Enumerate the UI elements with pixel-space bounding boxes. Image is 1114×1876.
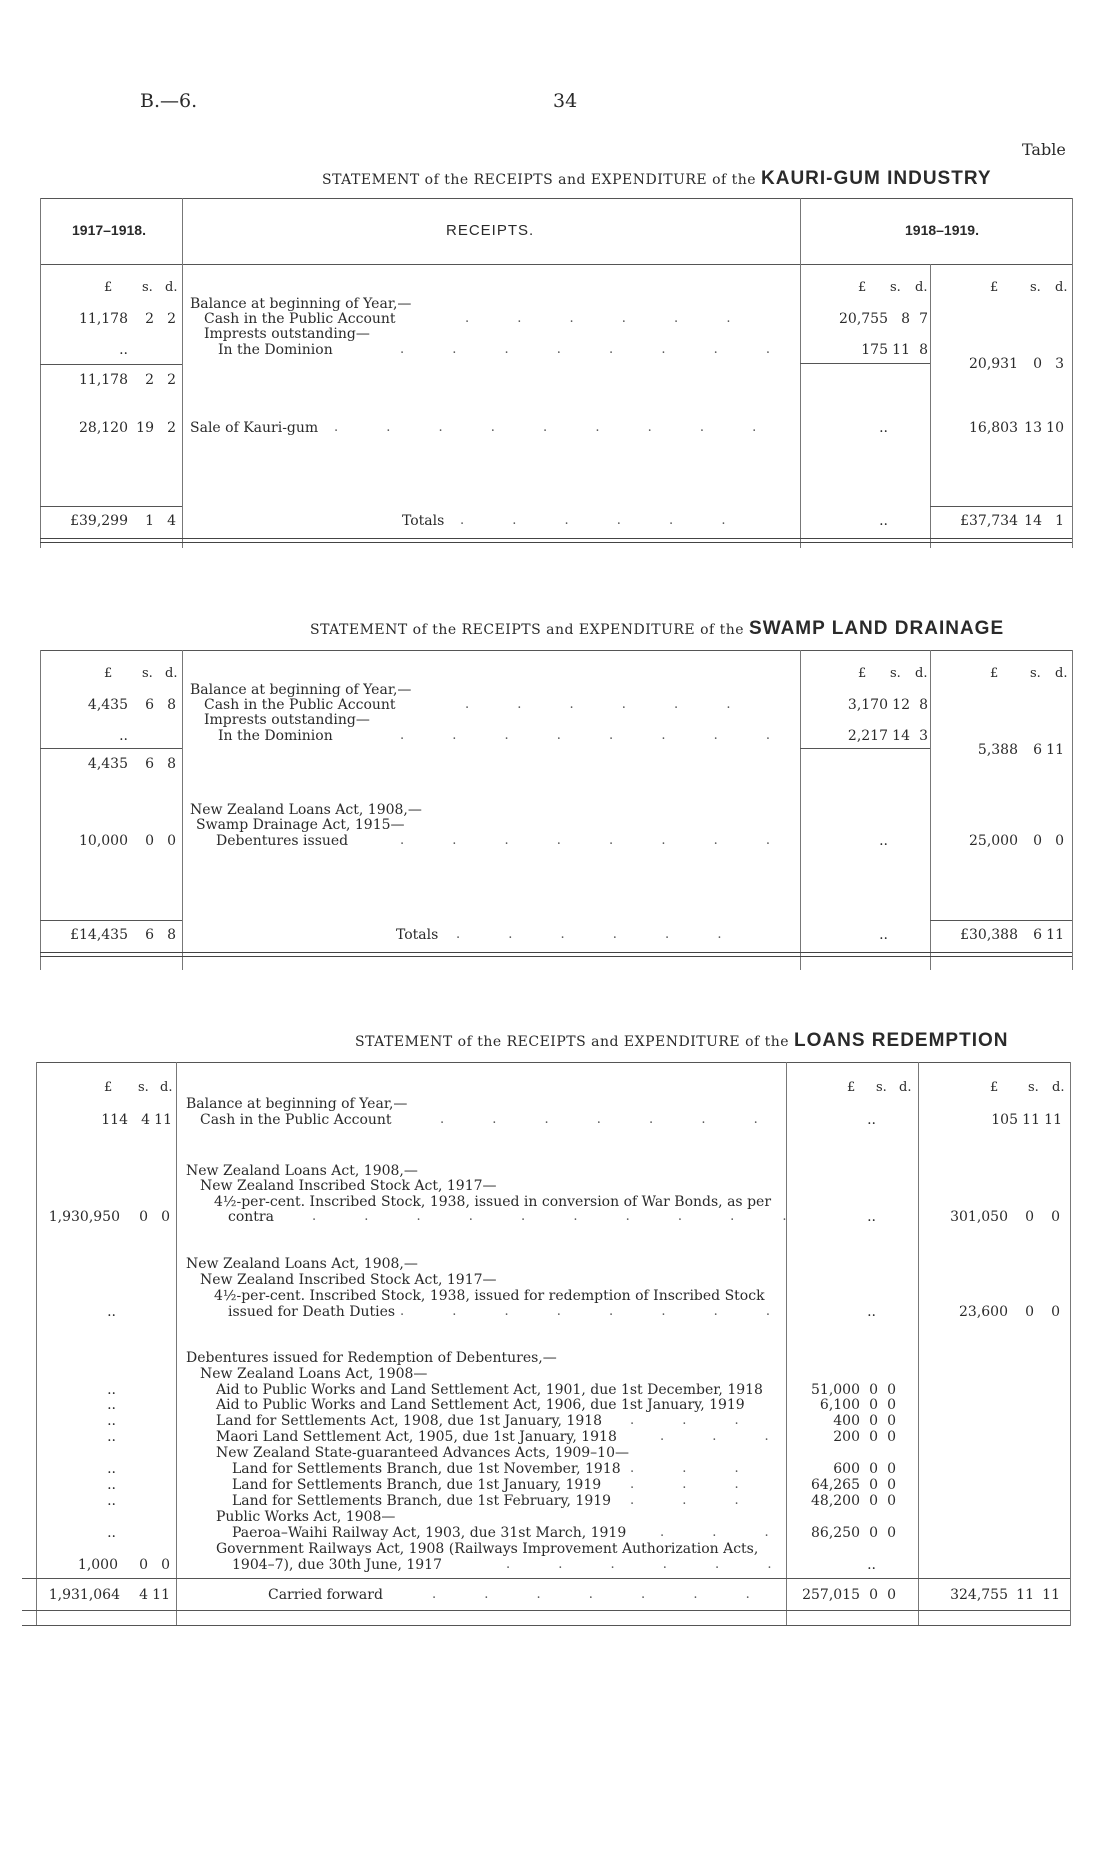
swamp-left-total-d: 8 xyxy=(167,927,176,943)
kauri-right-sale-d: 10 xyxy=(1046,420,1064,436)
page-ref: B.—6. xyxy=(140,90,198,112)
loans-mid-cash: .. xyxy=(867,1112,876,1128)
loans-right-b-s: 0 xyxy=(1025,1304,1034,1320)
table-label: Table xyxy=(1022,140,1066,159)
loans-c-item-d: 0 xyxy=(887,1413,896,1429)
swamp-mid-cash-d: 8 xyxy=(919,697,928,713)
swamp-right-total-s: 6 xyxy=(1033,927,1042,943)
loans-c-item-left: .. xyxy=(107,1525,116,1541)
kauri-col-left: 1917–1918. xyxy=(72,222,146,238)
swamp-left-subtotal-l: 4,435 xyxy=(87,756,128,772)
swamp-right-total-d: 11 xyxy=(1046,927,1064,943)
loans-c-item-l: 200 xyxy=(833,1429,860,1445)
unit-pence: d. xyxy=(899,1080,912,1095)
unit-pence: d. xyxy=(915,280,928,295)
unit-pounds: £ xyxy=(990,1080,999,1095)
unit-pounds: £ xyxy=(990,666,999,681)
swamp-left-subtotal-d: 8 xyxy=(167,756,176,772)
kauri-cash-label: Cash in the Public Account xyxy=(204,311,396,327)
loans-right-a-s: 0 xyxy=(1025,1209,1034,1225)
swamp-mid-cash-s: 12 xyxy=(892,697,910,713)
swamp-right-total-l: £30,388 xyxy=(960,927,1018,943)
kauri-left-sale-d: 2 xyxy=(167,420,176,436)
kauri-right-total-d: 1 xyxy=(1055,513,1064,529)
unit-pounds: £ xyxy=(858,666,867,681)
loans-c-item-s: 0 xyxy=(869,1413,878,1429)
kauri-mid-cash-s: 8 xyxy=(901,311,910,327)
kauri-left-subtotal-s: 2 xyxy=(145,372,154,388)
kauri-right-balance-d: 3 xyxy=(1055,356,1064,372)
loans-left-a-d: 0 xyxy=(161,1209,170,1225)
kauri-title-text: KAURI-GUM INDUSTRY xyxy=(761,168,992,189)
kauri-left-subtotal-l: 11,178 xyxy=(79,372,128,388)
unit-shillings: s. xyxy=(890,666,901,681)
loans-c-item-d: 0 xyxy=(887,1525,896,1541)
loans-mid-a: .. xyxy=(867,1209,876,1225)
kauri-left-cash-l: 11,178 xyxy=(79,311,128,327)
loans-left-cash-l: 114 xyxy=(101,1112,128,1128)
loans-c-item-s: 0 xyxy=(869,1382,878,1398)
loans-b-line2: New Zealand Inscribed Stock Act, 1917— xyxy=(200,1272,497,1288)
loans-c-item-left: .. xyxy=(107,1397,116,1413)
unit-shillings: s. xyxy=(890,280,901,295)
kauri-left-dominion: .. xyxy=(119,342,128,358)
swamp-left-deb-d: 0 xyxy=(167,833,176,849)
kauri-left-sale-s: 19 xyxy=(136,420,154,436)
loans-c-item-left: .. xyxy=(107,1477,116,1493)
kauri-title xyxy=(322,168,992,190)
kauri-mid-dominion-s: 11 xyxy=(892,342,910,358)
kauri-imprests-label: Imprests outstanding— xyxy=(204,326,370,342)
kauri-left-total-s: 1 xyxy=(145,513,154,529)
loans-c-sub4b: 1904–7), due 30th June, 1917 xyxy=(232,1557,442,1573)
loans-c-item-left: .. xyxy=(107,1493,116,1509)
loans-c-item-l: 48,200 xyxy=(811,1493,860,1509)
loans-c-item-l: 86,250 xyxy=(811,1525,860,1541)
loans-left-c4-l: 1,000 xyxy=(77,1557,118,1573)
swamp-right-deb-s: 0 xyxy=(1033,833,1042,849)
swamp-dominion-label: In the Dominion xyxy=(218,728,333,744)
loans-c-item-s: 0 xyxy=(869,1493,878,1509)
swamp-left-cash-d: 8 xyxy=(167,697,176,713)
loans-c-item-d: 0 xyxy=(887,1397,896,1413)
unit-pounds: £ xyxy=(847,1080,856,1095)
loans-a-line1: New Zealand Loans Act, 1908,— xyxy=(186,1163,418,1179)
loans-left-cash-s: 4 xyxy=(141,1112,150,1128)
loans-c-item-s: 0 xyxy=(869,1397,878,1413)
loans-left-cash-d: 11 xyxy=(154,1112,172,1128)
unit-pounds: £ xyxy=(990,280,999,295)
unit-pounds: £ xyxy=(858,280,867,295)
loans-c-item-d: 0 xyxy=(887,1382,896,1398)
statement-prefix: STATEMENT of the RECEIPTS and EXPENDITURE of the xyxy=(322,172,757,188)
kauri-left-cash-s: 2 xyxy=(145,311,154,327)
unit-pounds: £ xyxy=(104,666,113,681)
loans-c-item-left: .. xyxy=(107,1413,116,1429)
loans-c-sub2: New Zealand State-guaranteed Advances Acts, 1909–10— xyxy=(216,1445,629,1461)
loans-c-sub: New Zealand Loans Act, 1908— xyxy=(200,1366,428,1382)
unit-pence: d. xyxy=(1052,1080,1065,1095)
unit-pounds: £ xyxy=(104,280,113,295)
kauri-mid-dominion-l: 175 xyxy=(861,342,888,358)
swamp-balance-heading: Balance at beginning of Year,— xyxy=(190,682,412,698)
loans-right-carried-d: 11 xyxy=(1042,1587,1060,1603)
swamp-loans-line2: Swamp Drainage Act, 1915— xyxy=(196,817,405,833)
unit-pence: d. xyxy=(165,666,178,681)
swamp-left-total-s: 6 xyxy=(145,927,154,943)
swamp-cash-label: Cash in the Public Account xyxy=(204,697,396,713)
kauri-mid-total: .. xyxy=(879,513,888,529)
loans-mid-c4: .. xyxy=(867,1557,876,1573)
loans-left-carried-s: 4 xyxy=(139,1587,148,1603)
swamp-left-cash-l: 4,435 xyxy=(87,697,128,713)
unit-pence: d. xyxy=(165,280,178,295)
loans-c-item-label: Land for Settlements Branch, due 1st November, 1918 xyxy=(232,1461,621,1477)
swamp-mid-dominion-l: 2,217 xyxy=(847,728,888,744)
statement-prefix: STATEMENT of the RECEIPTS and EXPENDITURE of the xyxy=(310,622,745,638)
loans-a-line3: 4½-per-cent. Inscribed Stock, 1938, issued in conversion of War Bonds, as per xyxy=(214,1194,772,1210)
swamp-right-balance-s: 6 xyxy=(1033,742,1042,758)
swamp-left-cash-s: 6 xyxy=(145,697,154,713)
loans-c-item-left: .. xyxy=(107,1382,116,1398)
loans-right-a-d: 0 xyxy=(1051,1209,1060,1225)
loans-c-item-s: 0 xyxy=(869,1525,878,1541)
kauri-left-sale-l: 28,120 xyxy=(79,420,128,436)
loans-left-a-s: 0 xyxy=(139,1209,148,1225)
loans-c-item-s: 0 xyxy=(869,1477,878,1493)
swamp-imprests-label: Imprests outstanding— xyxy=(204,712,370,728)
kauri-dominion-label: In the Dominion xyxy=(218,342,333,358)
swamp-left-dominion: .. xyxy=(119,728,128,744)
swamp-mid-deb: .. xyxy=(879,833,888,849)
loans-mid-carried-l: 257,015 xyxy=(802,1587,860,1603)
loans-c-item-s: 0 xyxy=(869,1429,878,1445)
loans-right-cash-d: 11 xyxy=(1044,1112,1062,1128)
loans-c-item-label: Aid to Public Works and Land Settlement Act, 1901, due 1st December, 1918 xyxy=(216,1382,763,1398)
loans-balance-heading: Balance at beginning of Year,— xyxy=(186,1096,408,1112)
unit-pence: d. xyxy=(160,1080,173,1095)
swamp-right-deb-l: 25,000 xyxy=(969,833,1018,849)
loans-left-a-l: 1,930,950 xyxy=(48,1209,120,1225)
kauri-right-total-s: 14 xyxy=(1024,513,1042,529)
loans-c-sub3: Public Works Act, 1908— xyxy=(216,1509,396,1525)
unit-shillings: s. xyxy=(142,280,153,295)
kauri-mid-dominion-d: 8 xyxy=(919,342,928,358)
swamp-left-subtotal-s: 6 xyxy=(145,756,154,772)
kauri-col-right: 1918–1919. xyxy=(905,222,979,238)
kauri-mid-sale: .. xyxy=(879,420,888,436)
loans-c-item-d: 0 xyxy=(887,1461,896,1477)
swamp-mid-total: .. xyxy=(879,927,888,943)
kauri-mid-cash-d: 7 xyxy=(919,311,928,327)
unit-pence: d. xyxy=(1055,280,1068,295)
loans-c-item-s: 0 xyxy=(869,1461,878,1477)
loans-right-carried-s: 11 xyxy=(1016,1587,1034,1603)
unit-pence: d. xyxy=(915,666,928,681)
loans-left-c4-s: 0 xyxy=(139,1557,148,1573)
loans-c-item-d: 0 xyxy=(887,1493,896,1509)
kauri-totals-label: Totals xyxy=(402,513,445,529)
kauri-right-sale-l: 16,803 xyxy=(969,420,1018,436)
kauri-left-total-l: £39,299 xyxy=(70,513,128,529)
unit-shillings: s. xyxy=(876,1080,887,1095)
kauri-left-subtotal-d: 2 xyxy=(167,372,176,388)
loans-right-a-l: 301,050 xyxy=(950,1209,1008,1225)
loans-mid-carried-d: 0 xyxy=(887,1587,896,1603)
swamp-right-balance-l: 5,388 xyxy=(977,742,1018,758)
swamp-totals-label: Totals xyxy=(396,927,439,943)
loans-c-item-l: 6,100 xyxy=(819,1397,860,1413)
loans-title xyxy=(355,1030,1008,1052)
swamp-right-deb-d: 0 xyxy=(1055,833,1064,849)
kauri-left-cash-d: 2 xyxy=(167,311,176,327)
loans-a-line4: contra xyxy=(228,1209,274,1225)
kauri-balance-heading: Balance at beginning of Year,— xyxy=(190,296,412,312)
kauri-right-balance-l: 20,931 xyxy=(969,356,1018,372)
swamp-left-deb-l: 10,000 xyxy=(79,833,128,849)
swamp-left-deb-s: 0 xyxy=(145,833,154,849)
loans-mid-b: .. xyxy=(867,1304,876,1320)
unit-shillings: s. xyxy=(138,1080,149,1095)
loans-c-item-label: Land for Settlements Branch, due 1st February, 1919 xyxy=(232,1493,612,1509)
swamp-title xyxy=(310,618,1004,640)
kauri-col-mid: RECEIPTS. xyxy=(446,222,535,239)
kauri-mid-cash-l: 20,755 xyxy=(839,311,888,327)
loans-c-item-l: 64,265 xyxy=(811,1477,860,1493)
unit-shillings: s. xyxy=(142,666,153,681)
loans-cash-label: Cash in the Public Account xyxy=(200,1112,392,1128)
loans-a-line2: New Zealand Inscribed Stock Act, 1917— xyxy=(200,1178,497,1194)
loans-right-cash-s: 11 xyxy=(1022,1112,1040,1128)
loans-c-item-label: Aid to Public Works and Land Settlement Act, 1906, due 1st January, 1919 xyxy=(216,1397,745,1413)
loans-left-b: .. xyxy=(107,1304,116,1320)
kauri-right-sale-s: 13 xyxy=(1024,420,1042,436)
loans-b-line1: New Zealand Loans Act, 1908,— xyxy=(186,1256,418,1272)
loans-title-text: LOANS REDEMPTION xyxy=(794,1030,1009,1051)
loans-b-line3: 4½-per-cent. Inscribed Stock, 1938, issued for redemption of Inscribed Stock xyxy=(214,1288,765,1304)
loans-left-carried-l: 1,931,064 xyxy=(48,1587,120,1603)
unit-pounds: £ xyxy=(104,1080,113,1095)
statement-prefix: STATEMENT of the RECEIPTS and EXPENDITURE of the xyxy=(355,1034,790,1050)
unit-shillings: s. xyxy=(1028,1080,1039,1095)
kauri-sale-label: Sale of Kauri-gum xyxy=(190,420,319,436)
loans-c-item-l: 51,000 xyxy=(811,1382,860,1398)
loans-left-c4-d: 0 xyxy=(161,1557,170,1573)
loans-mid-carried-s: 0 xyxy=(869,1587,878,1603)
loans-c-item-label: Paeroa–Waihi Railway Act, 1903, due 31st March, 1919 xyxy=(232,1525,627,1541)
loans-right-cash-l: 105 xyxy=(991,1112,1018,1128)
loans-right-carried-l: 324,755 xyxy=(950,1587,1008,1603)
page-number: 34 xyxy=(553,90,578,112)
kauri-right-balance-s: 0 xyxy=(1033,356,1042,372)
loans-c-item-d: 0 xyxy=(887,1429,896,1445)
swamp-mid-dominion-s: 14 xyxy=(892,728,910,744)
unit-shillings: s. xyxy=(1030,666,1041,681)
loans-c-item-l: 600 xyxy=(833,1461,860,1477)
loans-right-b-d: 0 xyxy=(1051,1304,1060,1320)
loans-c-item-label: Land for Settlements Act, 1908, due 1st January, 1918 xyxy=(216,1413,603,1429)
loans-left-carried-d: 11 xyxy=(152,1587,170,1603)
swamp-loans-line3: Debentures issued xyxy=(216,833,349,849)
loans-b-line4: issued for Death Duties xyxy=(228,1304,396,1320)
kauri-left-total-d: 4 xyxy=(167,513,176,529)
loans-c-item-left: .. xyxy=(107,1461,116,1477)
swamp-left-total-l: £14,435 xyxy=(70,927,128,943)
loans-c-sub4a: Government Railways Act, 1908 (Railways Improvement Authorization Acts, xyxy=(216,1541,759,1557)
loans-c-item-label: Land for Settlements Branch, due 1st January, 1919 xyxy=(232,1477,602,1493)
swamp-mid-dominion-d: 3 xyxy=(919,728,928,744)
unit-shillings: s. xyxy=(1030,280,1041,295)
loans-c-heading: Debentures issued for Redemption of Debentures,— xyxy=(186,1350,557,1366)
loans-c-item-label: Maori Land Settlement Act, 1905, due 1st January, 1918 xyxy=(216,1429,617,1445)
loans-c-item-l: 400 xyxy=(833,1413,860,1429)
swamp-right-balance-d: 11 xyxy=(1046,742,1064,758)
loans-c-item-d: 0 xyxy=(887,1477,896,1493)
loans-c-item-left: .. xyxy=(107,1429,116,1445)
swamp-title-text: SWAMP LAND DRAINAGE xyxy=(749,618,1005,639)
loans-carried-label: Carried forward xyxy=(268,1587,383,1603)
unit-pence: d. xyxy=(1055,666,1068,681)
kauri-right-total-l: £37,734 xyxy=(960,513,1018,529)
swamp-loans-line1: New Zealand Loans Act, 1908,— xyxy=(190,802,422,818)
loans-right-b-l: 23,600 xyxy=(959,1304,1008,1320)
swamp-mid-cash-l: 3,170 xyxy=(847,697,888,713)
